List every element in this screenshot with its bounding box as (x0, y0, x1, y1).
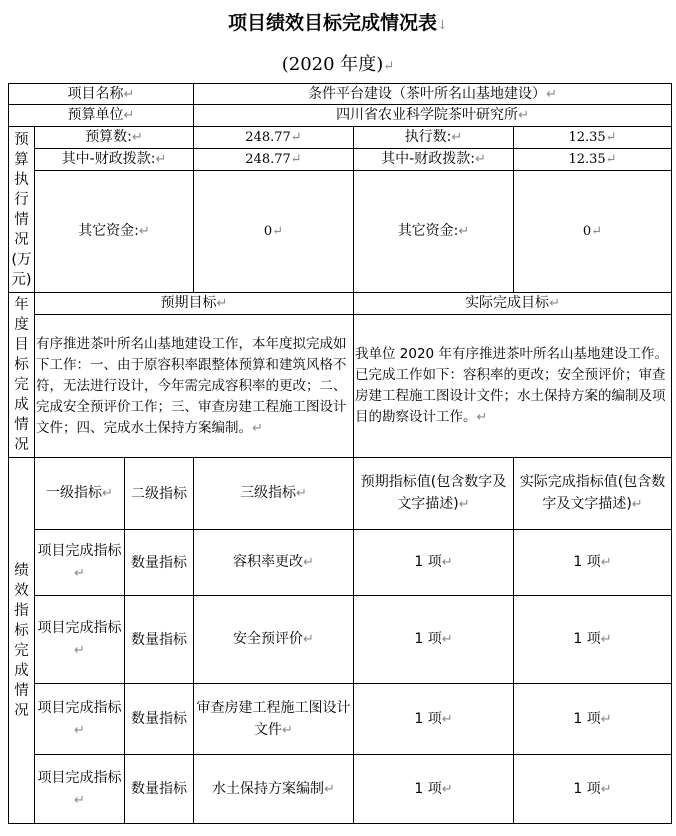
indicator-header-row (9, 458, 672, 530)
fiscal-executed-label: 其中-财政拨款:↵ (354, 149, 514, 171)
indicator-level3: 审查房建工程施工图设计文件↵ (194, 684, 354, 755)
planned-label: 预算数:↵ (35, 127, 194, 149)
indicator-actual: 1 项↵ (514, 684, 672, 755)
goal-header-row (9, 293, 672, 315)
header-expected: 预期指标值(包含数字及文字描述)↵ (354, 458, 514, 530)
header-level2: 二级指标 (125, 458, 194, 530)
project-name-value: 条件平台建设（茶叶所名山基地建设）↵ (194, 84, 672, 105)
page-subtitle: (2020 年度)↵ (281, 54, 395, 75)
indicator-level2: 数量指标 (125, 596, 194, 684)
page-title: 项目绩效目标完成情况表↓ (228, 12, 448, 34)
budget-unit-label: 预算单位↵ (9, 105, 194, 127)
indicator-level2: 数量指标 (125, 755, 194, 824)
expected-goal-text: 有序推进茶叶所名山基地建设工作，本年度拟完成如下工作：一、由于原容积率跟整体预算和建筑风格不符，无法进行设计，今年需完成容积率的更改；二、完成安全预评价工作；三、审查房建工程施工图设计文件；四、完成水土保持方案编制。↵ (35, 315, 354, 458)
annual-section-label: 年度目标完成情况 (9, 293, 35, 458)
budget-section-label: 预算执行情况(万元) (9, 127, 35, 293)
indicator-level1: 项目完成指标↵ (35, 755, 125, 824)
indicator-level1: 项目完成指标↵ (35, 684, 125, 755)
paragraph-mark-icon: ↵ (383, 59, 395, 74)
other-executed-label: 其它资金:↵ (354, 171, 514, 293)
indicator-level3: 水土保持方案编制↵ (194, 755, 354, 824)
indicator-level2: 数量指标 (125, 684, 194, 755)
header-actual: 实际完成指标值(包含数字及文字描述)↵ (514, 458, 672, 530)
indicator-expected: 1 项↵ (354, 684, 514, 755)
project-name-label: 项目名称↵ (9, 84, 194, 105)
header-level3: 三级指标↵ (194, 458, 354, 530)
indicator-level3: 安全预评价↵ (194, 596, 354, 684)
other-executed-value: 0↵ (514, 171, 672, 293)
indicator-actual: 1 项↵ (514, 596, 672, 684)
executed-value: 12.35↵ (514, 127, 672, 149)
planned-value: 248.77↵ (194, 127, 354, 149)
indicator-expected: 1 项↵ (354, 596, 514, 684)
indicator-expected: 1 项↵ (354, 755, 514, 824)
executed-label: 执行数:↵ (354, 127, 514, 149)
performance-table (8, 83, 672, 824)
actual-goal-text: 我单位 2020 年有序推进茶叶所名山基地建设工作。已完成工作如下：容积率的更改；安全预评价；审查房建工程施工图设计文件；水土保持方案的编制及项目的勘察设计工作。↵ (354, 315, 672, 458)
indicator-actual: 1 项↵ (514, 530, 672, 596)
perf-section-label: 绩效指标完成情况 (9, 458, 35, 824)
expected-goal-label: 预期目标↵ (35, 293, 354, 315)
indicator-level1: 项目完成指标↵ (35, 530, 125, 596)
fiscal-planned-value: 248.77↵ (194, 149, 354, 171)
table-row (9, 684, 672, 755)
fiscal-executed-value: 12.35↵ (514, 149, 672, 171)
indicator-level1: 项目完成指标↵ (35, 596, 125, 684)
budget-unit-row (9, 105, 672, 127)
project-name-row (9, 84, 672, 105)
budget-planned-row (9, 127, 672, 149)
other-planned-value: 0↵ (194, 171, 354, 293)
paragraph-mark-icon: ↓ (437, 18, 448, 33)
header-level1: 一级指标↵ (35, 458, 125, 530)
other-planned-label: 其它资金:↵ (35, 171, 194, 293)
table-row (9, 755, 672, 824)
table-row (9, 530, 672, 596)
goal-text-row (9, 315, 672, 458)
indicator-level3: 容积率更改↵ (194, 530, 354, 596)
table-row (9, 596, 672, 684)
actual-goal-label: 实际完成目标↵ (354, 293, 672, 315)
indicator-expected: 1 项↵ (354, 530, 514, 596)
budget-fiscal-row (9, 149, 672, 171)
indicator-level2: 数量指标 (125, 530, 194, 596)
fiscal-planned-label: 其中-财政拨款:↵ (35, 149, 194, 171)
indicator-actual: 1 项↵ (514, 755, 672, 824)
budget-unit-value: 四川省农业科学院茶叶研究所↵ (194, 105, 672, 127)
budget-other-row (9, 171, 672, 293)
